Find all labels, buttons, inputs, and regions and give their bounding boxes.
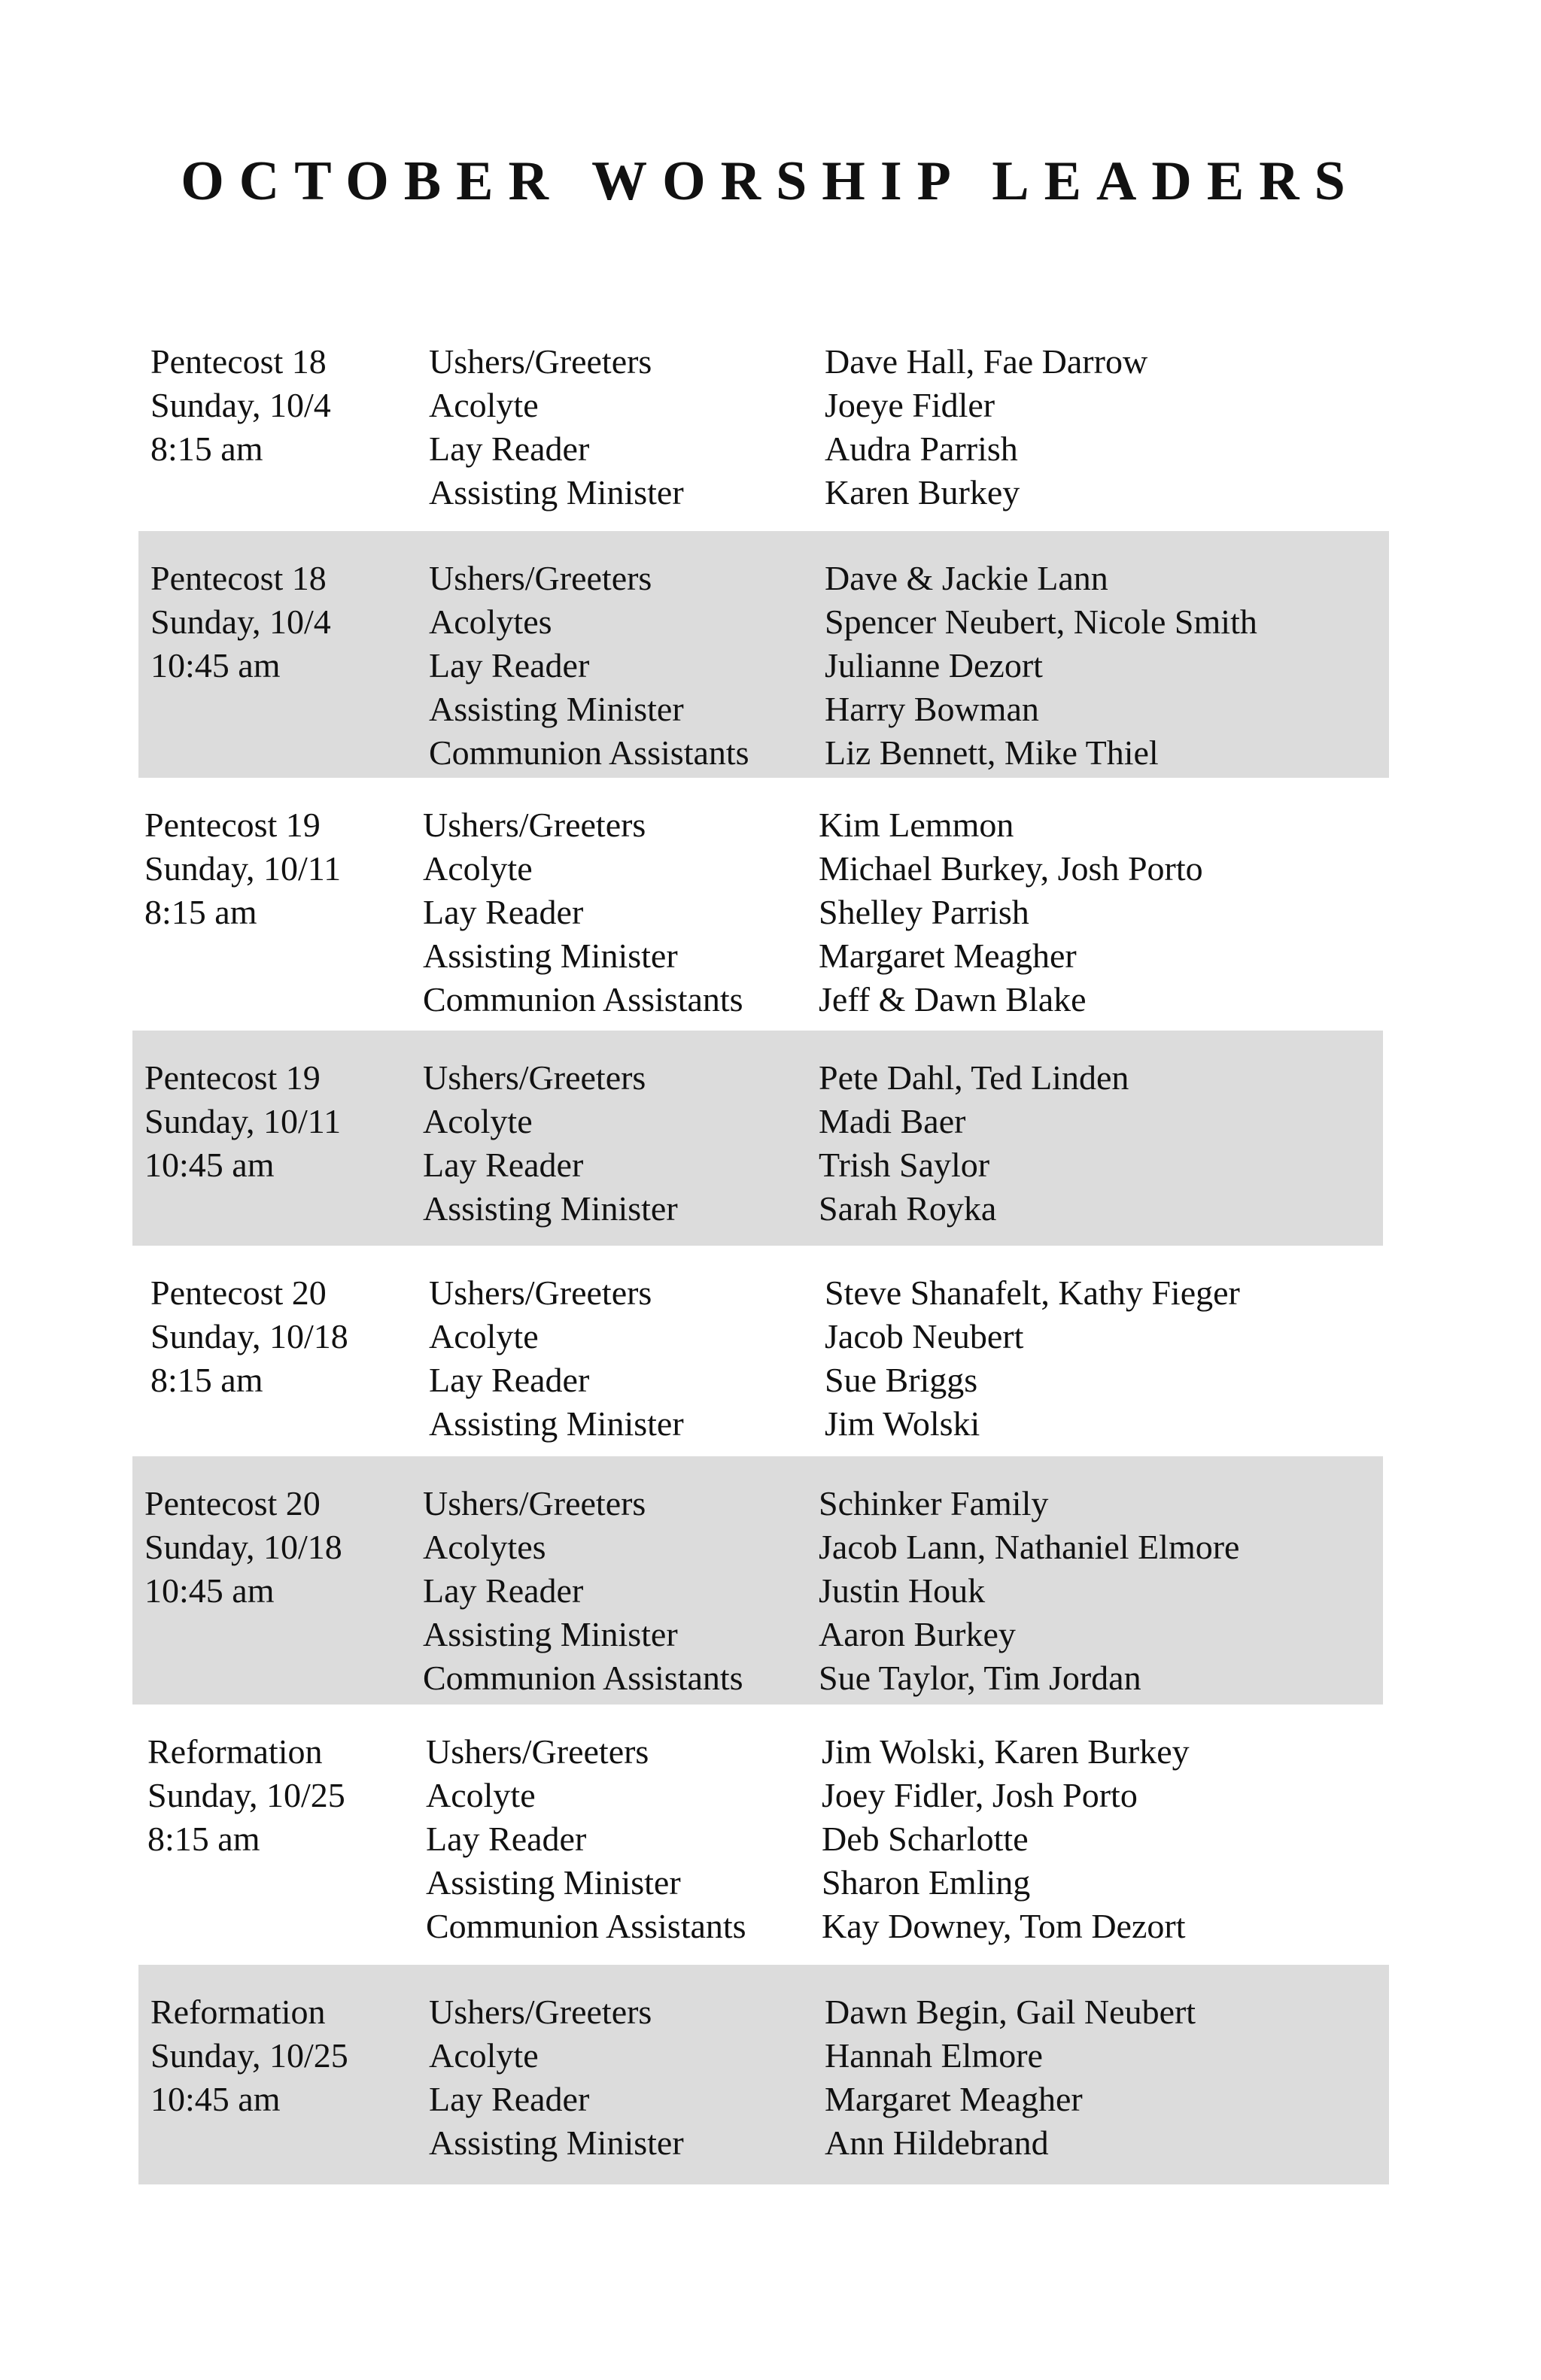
role-label: Lay Reader: [423, 893, 584, 931]
role-label: Lay Reader: [426, 1820, 587, 1858]
role-label: Communion Assistants: [426, 1907, 746, 1945]
assigned-names: Shelley Parrish: [819, 893, 1029, 931]
role-label: Acolytes: [423, 1528, 546, 1566]
assigned-names: Joeye Fidler: [825, 386, 995, 424]
service-info-line: 8:15 am: [150, 1361, 263, 1399]
role-label: Ushers/Greeters: [423, 806, 646, 844]
service-info-line: 10:45 am: [144, 1571, 275, 1610]
service-info-line: Sunday, 10/4: [150, 386, 331, 424]
assigned-names: Margaret Meagher: [819, 937, 1077, 975]
role-label: Assisting Minister: [423, 1189, 678, 1228]
service-block: [132, 1705, 1383, 1965]
role-label: Assisting Minister: [429, 2123, 684, 2162]
assigned-names: Ann Hildebrand: [825, 2123, 1049, 2162]
role-label: Communion Assistants: [423, 1659, 743, 1697]
assigned-names: Jim Wolski, Karen Burkey: [822, 1732, 1190, 1771]
assigned-names: Jacob Neubert: [825, 1317, 1024, 1355]
assigned-names: Margaret Meagher: [825, 2080, 1083, 2118]
assigned-names: Kim Lemmon: [819, 806, 1014, 844]
role-label: Lay Reader: [429, 646, 590, 685]
role-label: Communion Assistants: [423, 980, 743, 1018]
role-label: Communion Assistants: [429, 733, 749, 772]
role-label: Assisting Minister: [429, 473, 684, 512]
assigned-names: Aaron Burkey: [819, 1615, 1016, 1653]
assigned-names: Sarah Royka: [819, 1189, 997, 1228]
role-label: Assisting Minister: [426, 1863, 681, 1902]
role-label: Ushers/Greeters: [429, 342, 652, 381]
role-label: Lay Reader: [429, 430, 590, 468]
assigned-names: Madi Baer: [819, 1102, 966, 1140]
assigned-names: Jim Wolski: [825, 1404, 980, 1443]
assigned-names: Dave & Jackie Lann: [825, 559, 1108, 597]
assigned-names: Liz Bennett, Mike Thiel: [825, 733, 1159, 772]
service-block: [138, 314, 1389, 524]
service-info-line: 10:45 am: [150, 2080, 281, 2118]
assigned-names: Deb Scharlotte: [822, 1820, 1029, 1858]
service-info-line: 8:15 am: [150, 430, 263, 468]
assigned-names: Sharon Emling: [822, 1863, 1031, 1902]
service-info-line: Reformation: [150, 1993, 326, 2031]
service-info-line: Pentecost 20: [144, 1484, 321, 1522]
assigned-names: Spencer Neubert, Nicole Smith: [825, 603, 1257, 641]
role-label: Assisting Minister: [423, 937, 678, 975]
role-label: Acolyte: [423, 849, 533, 888]
service-info-line: Pentecost 19: [144, 806, 321, 844]
assigned-names: Jeff & Dawn Blake: [819, 980, 1087, 1018]
assigned-names: Justin Houk: [819, 1571, 986, 1610]
role-label: Assisting Minister: [423, 1615, 678, 1653]
service-info-line: Sunday, 10/11: [144, 1102, 342, 1140]
role-label: Acolyte: [423, 1102, 533, 1140]
service-info-line: Reformation: [147, 1732, 323, 1771]
assigned-names: Hannah Elmore: [825, 2036, 1043, 2075]
service-info-line: 10:45 am: [144, 1146, 275, 1184]
role-label: Acolyte: [426, 1776, 536, 1814]
role-label: Lay Reader: [429, 1361, 590, 1399]
assigned-names: Harry Bowman: [825, 690, 1039, 728]
role-label: Acolyte: [429, 386, 539, 424]
service-info-line: 8:15 am: [147, 1820, 260, 1858]
service-info-line: Sunday, 10/25: [147, 1776, 345, 1814]
service-block: [132, 778, 1383, 1031]
service-block: [132, 1456, 1383, 1705]
role-label: Lay Reader: [429, 2080, 590, 2118]
role-label: Acolyte: [429, 1317, 539, 1355]
role-label: Ushers/Greeters: [426, 1732, 649, 1771]
assigned-names: Trish Saylor: [819, 1146, 990, 1184]
service-info-line: Pentecost 20: [150, 1273, 327, 1312]
assigned-names: Steve Shanafelt, Kathy Fieger: [825, 1273, 1240, 1312]
service-block: [138, 1246, 1389, 1456]
role-label: Assisting Minister: [429, 1404, 684, 1443]
service-info-line: 10:45 am: [150, 646, 281, 685]
role-label: Ushers/Greeters: [429, 1993, 652, 2031]
role-label: Lay Reader: [423, 1146, 584, 1184]
assigned-names: Audra Parrish: [825, 430, 1018, 468]
assigned-names: Schinker Family: [819, 1484, 1049, 1522]
service-block: [132, 1031, 1383, 1246]
role-label: Ushers/Greeters: [429, 559, 652, 597]
assigned-names: Joey Fidler, Josh Porto: [822, 1776, 1138, 1814]
service-info-line: Pentecost 18: [150, 342, 327, 381]
role-label: Assisting Minister: [429, 690, 684, 728]
assigned-names: Sue Briggs: [825, 1361, 978, 1399]
assigned-names: Kay Downey, Tom Dezort: [822, 1907, 1186, 1945]
role-label: Acolyte: [429, 2036, 539, 2075]
assigned-names: Julianne Dezort: [825, 646, 1043, 685]
service-info-line: 8:15 am: [144, 893, 257, 931]
service-block: [138, 1965, 1389, 2184]
service-info-line: Sunday, 10/4: [150, 603, 331, 641]
assigned-names: Jacob Lann, Nathaniel Elmore: [819, 1528, 1240, 1566]
service-info-line: Sunday, 10/18: [144, 1528, 342, 1566]
service-block: [138, 531, 1389, 778]
assigned-names: Dawn Begin, Gail Neubert: [825, 1993, 1196, 2031]
page-title: OCTOBER WORSHIP LEADERS: [181, 150, 1360, 212]
service-info-line: Sunday, 10/11: [144, 849, 342, 888]
assigned-names: Karen Burkey: [825, 473, 1020, 512]
assigned-names: Pete Dahl, Ted Linden: [819, 1058, 1129, 1097]
role-label: Lay Reader: [423, 1571, 584, 1610]
service-info-line: Sunday, 10/25: [150, 2036, 348, 2075]
service-info-line: Sunday, 10/18: [150, 1317, 348, 1355]
role-label: Ushers/Greeters: [429, 1273, 652, 1312]
role-label: Ushers/Greeters: [423, 1058, 646, 1097]
role-label: Acolytes: [429, 603, 552, 641]
assigned-names: Sue Taylor, Tim Jordan: [819, 1659, 1141, 1697]
service-info-line: Pentecost 18: [150, 559, 327, 597]
assigned-names: Michael Burkey, Josh Porto: [819, 849, 1203, 888]
assigned-names: Dave Hall, Fae Darrow: [825, 342, 1148, 381]
service-info-line: Pentecost 19: [144, 1058, 321, 1097]
role-label: Ushers/Greeters: [423, 1484, 646, 1522]
